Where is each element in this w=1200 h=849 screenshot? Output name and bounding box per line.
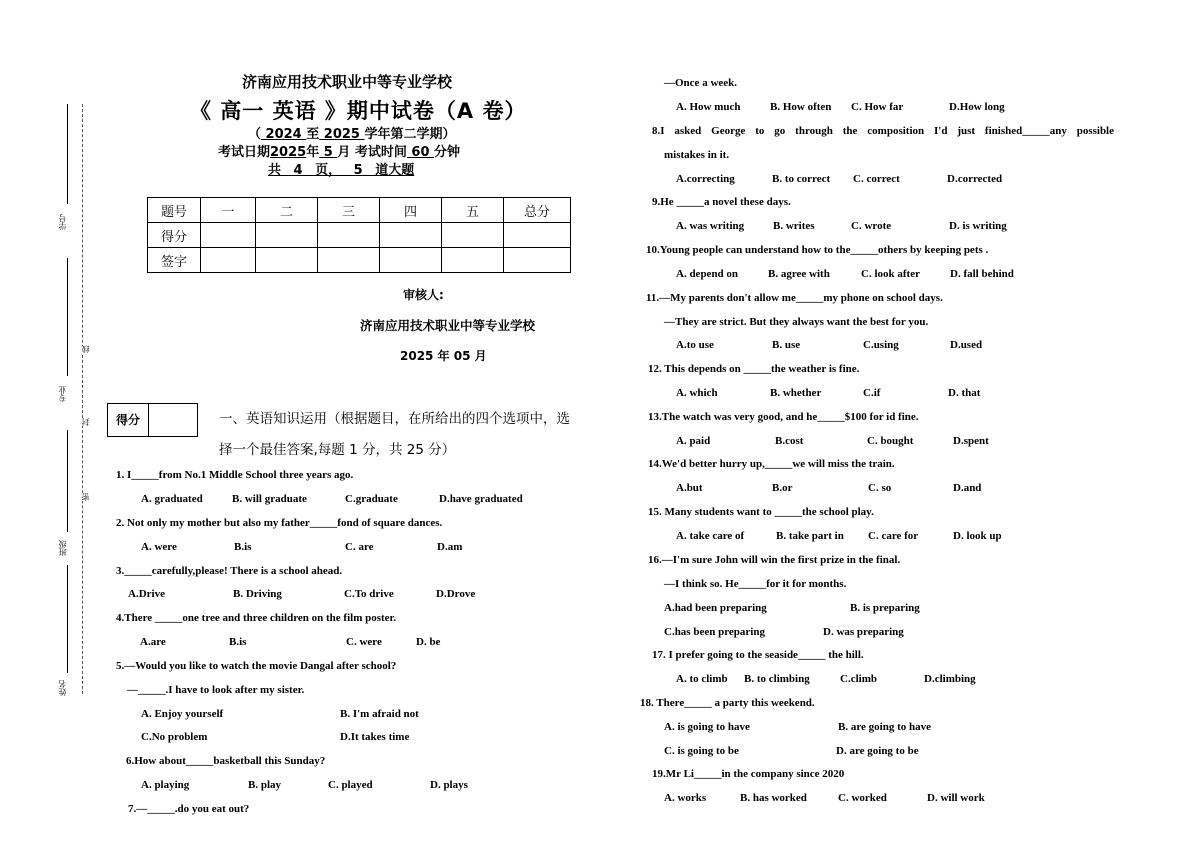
answer-option[interactable]: B.or <box>772 482 793 494</box>
answer-option[interactable]: B. are going to have <box>838 721 931 733</box>
answer-option[interactable]: C.To drive <box>344 588 394 600</box>
answer-option[interactable]: B.cost <box>775 435 804 447</box>
answer-option[interactable]: C. played <box>328 779 373 791</box>
pages-line: 共 4 页， 5 道大题 <box>268 163 415 178</box>
question-line: 18. There_____ a party this weekend. <box>640 697 815 709</box>
margin-label-major: 专业 <box>58 386 67 402</box>
answer-option[interactable]: D. will work <box>927 792 985 804</box>
question-line: 15. Many students want to _____the school play. <box>648 506 874 518</box>
answer-option[interactable]: A.had been preparing <box>664 602 767 614</box>
answer-option[interactable]: A.correcting <box>676 173 735 185</box>
question-line: —Once a week. <box>664 77 738 89</box>
answer-option[interactable]: D.Drove <box>436 588 476 600</box>
class-blank <box>67 430 68 532</box>
answer-option[interactable]: A. which <box>676 387 718 399</box>
score-table-header-row <box>148 198 571 223</box>
answer-option[interactable]: A. How much <box>676 101 741 113</box>
answer-option[interactable]: B. is preparing <box>850 602 920 614</box>
answer-option[interactable]: D. look up <box>953 530 1002 542</box>
score-table-header: 四 <box>380 198 442 223</box>
section-score-label: 得分 <box>108 404 149 436</box>
exam-time: 60 <box>406 145 435 160</box>
answer-option[interactable]: C.No problem <box>141 731 208 743</box>
sign-cell[interactable] <box>318 248 380 273</box>
answer-option[interactable]: A. paid <box>676 435 711 447</box>
answer-option[interactable]: C. How far <box>851 101 904 113</box>
sign-cell[interactable] <box>442 248 504 273</box>
exam-time-unit: 分钟 <box>434 145 461 160</box>
school-name: 济南应用技术职业中等专业学校 <box>242 73 453 91</box>
question-line: 17. I prefer going to the seaside_____ the hill. <box>652 649 864 661</box>
score-table-header: 一 <box>201 198 256 223</box>
score-cell[interactable] <box>380 223 442 248</box>
answer-option[interactable]: C. look after <box>861 268 920 280</box>
exam-year-unit: 年 <box>306 145 320 160</box>
sign-cell[interactable] <box>201 248 256 273</box>
answer-option[interactable]: C.climb <box>840 673 877 685</box>
answer-option[interactable]: D. was preparing <box>823 626 904 638</box>
answer-option[interactable]: C.has been preparing <box>664 626 765 638</box>
answer-option[interactable]: C. is going to be <box>664 745 739 757</box>
student-id-blank <box>67 104 68 204</box>
year-from: 2024 <box>261 127 307 142</box>
score-table-header: 三 <box>318 198 380 223</box>
exam-title: 《 高一 英语 》期中试卷（A 卷） <box>190 99 527 123</box>
answer-option[interactable]: B. to climbing <box>744 673 810 685</box>
answer-option[interactable]: C.if <box>863 387 881 399</box>
question-line: —They are strict. But they always want the best for you. <box>664 316 929 328</box>
question-line: —I think so. He_____for it for months. <box>664 578 847 590</box>
score-table-row-label: 得分 <box>148 223 201 248</box>
answer-option[interactable]: D. plays <box>430 779 468 791</box>
margin-label-class: 班级 <box>58 540 67 556</box>
score-cell[interactable] <box>504 223 571 248</box>
answer-option[interactable]: B. take part in <box>776 530 844 542</box>
answer-option[interactable]: A.are <box>140 636 166 648</box>
reviewer-date: 2025 年 05 月 <box>400 349 487 363</box>
answer-option[interactable]: D. fall behind <box>950 268 1014 280</box>
answer-option[interactable]: B. use <box>772 339 801 351</box>
question-line: 5.—Would you like to watch the movie Dangal after school? <box>116 660 397 672</box>
answer-option[interactable]: D.am <box>437 541 463 553</box>
question-line: 3._____carefully,please! There is a school ahead. <box>116 565 343 577</box>
answer-option[interactable]: B.is <box>229 636 247 648</box>
year-to: 2025 <box>319 127 365 142</box>
answer-option[interactable]: A. were <box>141 541 177 553</box>
answer-option[interactable]: D.corrected <box>947 173 1003 185</box>
sign-cell[interactable] <box>504 248 571 273</box>
score-table-row-label: 签字 <box>148 248 201 273</box>
answer-option[interactable]: A. to climb <box>676 673 728 685</box>
answer-option[interactable]: B. whether <box>770 387 822 399</box>
answer-option[interactable]: C. so <box>868 482 892 494</box>
answer-option[interactable]: B. agree with <box>768 268 830 280</box>
question-line: 11.—My parents don't allow me_____my phone on school days. <box>646 292 943 304</box>
question-line: 13.The watch was very good, and he_____$100 for id fine. <box>648 411 919 423</box>
score-table-header: 总分 <box>504 198 571 223</box>
answer-option[interactable]: D.It takes time <box>340 731 410 743</box>
question-line: 6.How about_____basketball this Sunday? <box>126 755 326 767</box>
answer-option[interactable]: A. playing <box>141 779 190 791</box>
question-line: 10.Young people can understand how to the_____others by keeping pets . <box>646 244 989 256</box>
exam-month: 5 <box>319 145 338 160</box>
school-year-line <box>248 123 456 142</box>
answer-option[interactable]: A. is going to have <box>664 721 750 733</box>
section-title-line1: 一、英语知识运用（根据题目，在所给出的四个选项中，选 <box>219 411 570 427</box>
question-line: 7.—_____.do you eat out? <box>128 803 250 815</box>
margin-label-mi: 密 <box>81 493 90 501</box>
answer-option[interactable]: D.have graduated <box>439 493 523 505</box>
margin-label-name: 姓名 <box>58 680 67 696</box>
answer-option[interactable]: A. Enjoy yourself <box>141 708 224 720</box>
question-line: 2. Not only my mother but also my father_____fond of square dances. <box>116 517 443 529</box>
question-line: —_____.I have to look after my sister. <box>127 684 305 696</box>
answer-option[interactable]: C. were <box>346 636 382 648</box>
answer-option[interactable]: B. will graduate <box>232 493 307 505</box>
score-table-header: 题号 <box>148 198 201 223</box>
margin-label-student-id: 学号 <box>58 214 67 230</box>
score-cell[interactable] <box>442 223 504 248</box>
question-line: 16.—I'm sure John will win the first prize in the final. <box>648 554 901 566</box>
answer-option[interactable]: D.How long <box>949 101 1005 113</box>
question-line: 19.Mr Li_____in the company since 2020 <box>652 768 845 780</box>
question-line: 1. I_____from No.1 Middle School three years ago. <box>116 469 354 481</box>
answer-option[interactable]: D.climbing <box>924 673 976 685</box>
sign-cell[interactable] <box>380 248 442 273</box>
answer-option[interactable]: A. depend on <box>676 268 739 280</box>
answer-option[interactable]: D.and <box>953 482 982 494</box>
year-to-word: 至 <box>306 127 320 142</box>
score-table-row-score <box>148 223 571 248</box>
score-cell[interactable] <box>318 223 380 248</box>
answer-option[interactable]: D. that <box>948 387 981 399</box>
answer-option[interactable]: C. bought <box>867 435 914 447</box>
question-line: 9.He _____a novel these days. <box>652 196 791 208</box>
exam-month-unit: 月 <box>337 145 351 160</box>
year-tail: 学年第二学期） <box>364 127 456 142</box>
exam-time-label: 考试时间 <box>354 145 407 160</box>
answer-option[interactable]: B. has worked <box>740 792 807 804</box>
answer-option[interactable]: A. take care of <box>676 530 745 542</box>
answer-option[interactable]: C. care for <box>868 530 919 542</box>
margin-label-feng: 封 <box>81 418 90 426</box>
question-line: 14.We'd better hurry up,_____we will miss the train. <box>648 458 895 470</box>
exam-date-label: 考试日期 <box>218 145 271 160</box>
score-table-row-sign <box>148 248 571 273</box>
section-score-box <box>107 403 198 437</box>
answer-option[interactable]: A.Drive <box>128 588 165 600</box>
answer-option[interactable]: C. correct <box>853 173 900 185</box>
binding-dashed-line <box>82 104 83 694</box>
exam-year: 2025 <box>270 145 307 160</box>
answer-option[interactable]: D.spent <box>953 435 989 447</box>
sign-cell[interactable] <box>256 248 318 273</box>
answer-option[interactable]: D.used <box>950 339 983 351</box>
answer-option[interactable]: B. I'm afraid not <box>340 708 419 720</box>
answer-option[interactable]: D. be <box>416 636 441 648</box>
answer-option[interactable]: D. are going to be <box>836 745 919 757</box>
answer-option[interactable]: A. graduated <box>141 493 203 505</box>
question-line: 12. This depends on _____the weather is fine. <box>648 363 860 375</box>
exam-date-line <box>218 141 460 160</box>
score-cell[interactable] <box>201 223 256 248</box>
year-open: （ <box>248 127 262 142</box>
answer-option[interactable]: C.using <box>863 339 899 351</box>
answer-option[interactable]: B. Driving <box>233 588 282 600</box>
margin-label-xian: 线 <box>81 345 90 353</box>
score-cell[interactable] <box>256 223 318 248</box>
reviewer-school: 济南应用技术职业中等专业学校 <box>360 318 536 333</box>
section-title-line2: 择一个最佳答案,每题 1 分，共 25 分） <box>219 442 456 458</box>
answer-option[interactable]: C.graduate <box>345 493 398 505</box>
answer-option[interactable]: B. writes <box>773 220 815 232</box>
question-line: mistakes in it. <box>664 149 730 161</box>
question-line: 8.I asked George to go through the composition I'd just finished_____any possible <box>652 125 1114 137</box>
answer-option[interactable]: B.is <box>234 541 252 553</box>
answer-option[interactable]: A. was writing <box>676 220 745 232</box>
answer-option[interactable]: B. play <box>248 779 282 791</box>
answer-option[interactable]: C. wrote <box>851 220 892 232</box>
answer-option[interactable]: B. How often <box>770 101 832 113</box>
answer-option[interactable]: C. worked <box>838 792 887 804</box>
answer-option[interactable]: A. works <box>664 792 707 804</box>
answer-option[interactable]: A.but <box>676 482 703 494</box>
score-table <box>147 197 571 273</box>
reviewer-label: 审核人: <box>403 288 444 302</box>
answer-option[interactable]: D. is writing <box>949 220 1007 232</box>
answer-option[interactable]: B. to correct <box>772 173 831 185</box>
answer-option[interactable]: A.to use <box>676 339 714 351</box>
major-blank <box>67 258 68 376</box>
question-line: 4.There _____one tree and three children on the film poster. <box>116 612 397 624</box>
name-blank <box>67 565 68 673</box>
answer-option[interactable]: C. are <box>345 541 374 553</box>
score-table-header: 五 <box>442 198 504 223</box>
score-table-header: 二 <box>256 198 318 223</box>
